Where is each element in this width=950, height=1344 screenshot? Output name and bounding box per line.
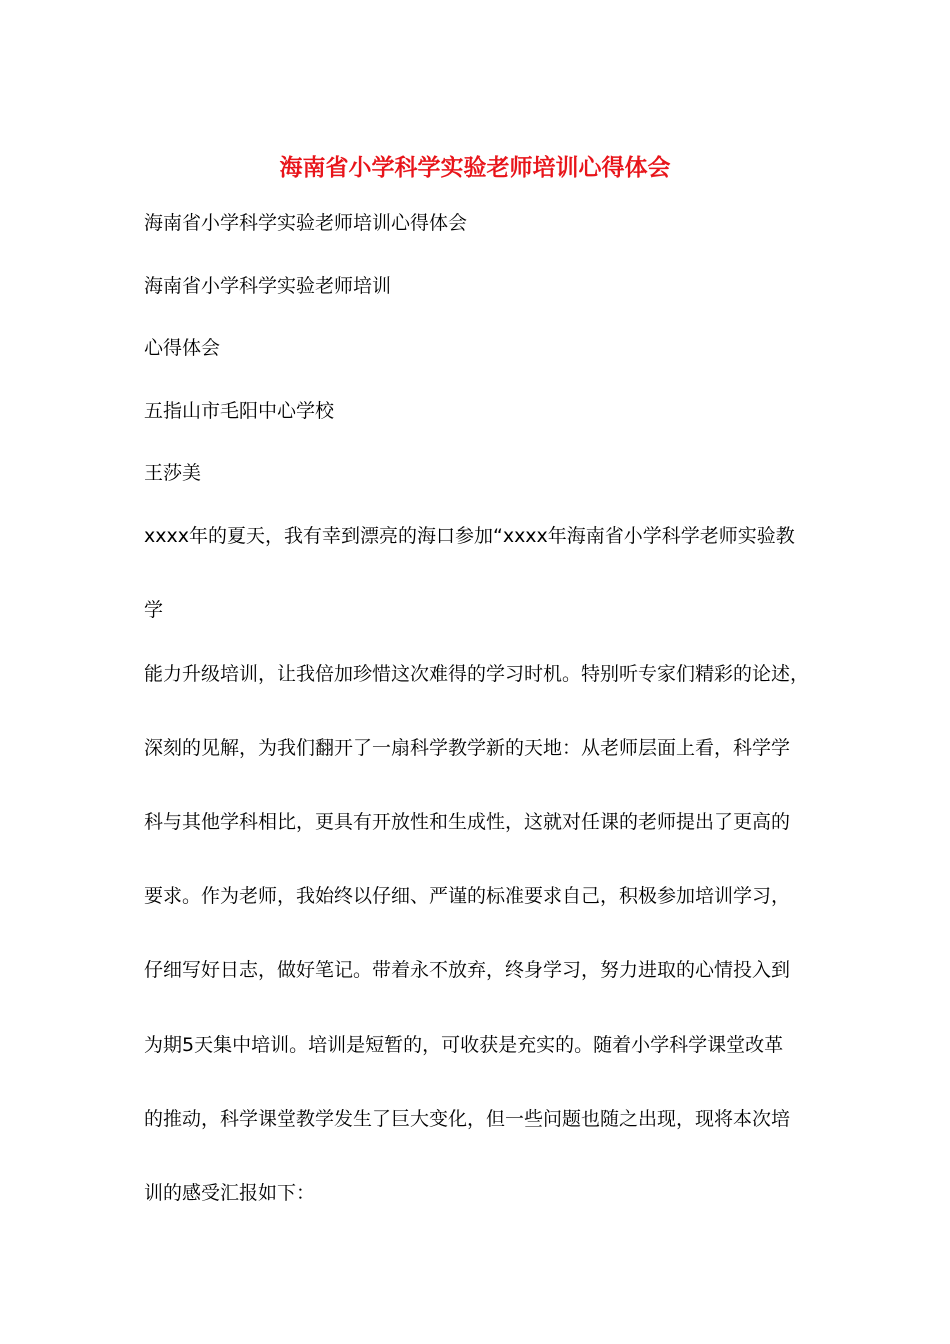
text-line: 的推动，科学课堂教学发生了巨大变化，但一些问题也随之出现，现将本次培 bbox=[144, 1108, 791, 1130]
author-name: 王莎美 bbox=[144, 462, 202, 484]
text-line: 海南省小学科学实验老师培训心得体会 bbox=[144, 212, 468, 234]
text-line: 学 bbox=[144, 599, 164, 621]
text-line: 仔细写好日志，做好笔记。带着永不放弃，终身学习，努力进取的心情投入到 bbox=[144, 959, 791, 981]
text-line: xxxx年的夏天，我有幸到漂亮的海口参加“xxxx年海南省小学科学老师实验教 bbox=[144, 525, 795, 547]
text-line: 心得体会 bbox=[144, 337, 221, 359]
text-line: 要求。作为老师，我始终以仔细、严谨的标准要求自己，积极参加培训学习， bbox=[144, 885, 791, 907]
text-line: 科与其他学科相比，更具有开放性和生成性，这就对任课的老师提出了更高的 bbox=[144, 811, 791, 833]
text-line: 海南省小学科学实验老师培训 bbox=[144, 275, 392, 297]
school-name: 五指山市毛阳中心学校 bbox=[144, 400, 335, 422]
document-title: 海南省小学科学实验老师培训心得体会 bbox=[279, 154, 671, 181]
text-line: 为期5天集中培训。培训是短暂的，可收获是充实的。随着小学科学课堂改革 bbox=[144, 1034, 784, 1056]
text-line: 深刻的见解，为我们翻开了一扇科学教学新的天地：从老师层面上看，科学学 bbox=[144, 737, 791, 759]
text-line: 能力升级培训，让我倍加珍惜这次难得的学习时机。特别听专家们精彩的论述， bbox=[144, 663, 810, 685]
text-line: 训的感受汇报如下： bbox=[144, 1182, 316, 1204]
